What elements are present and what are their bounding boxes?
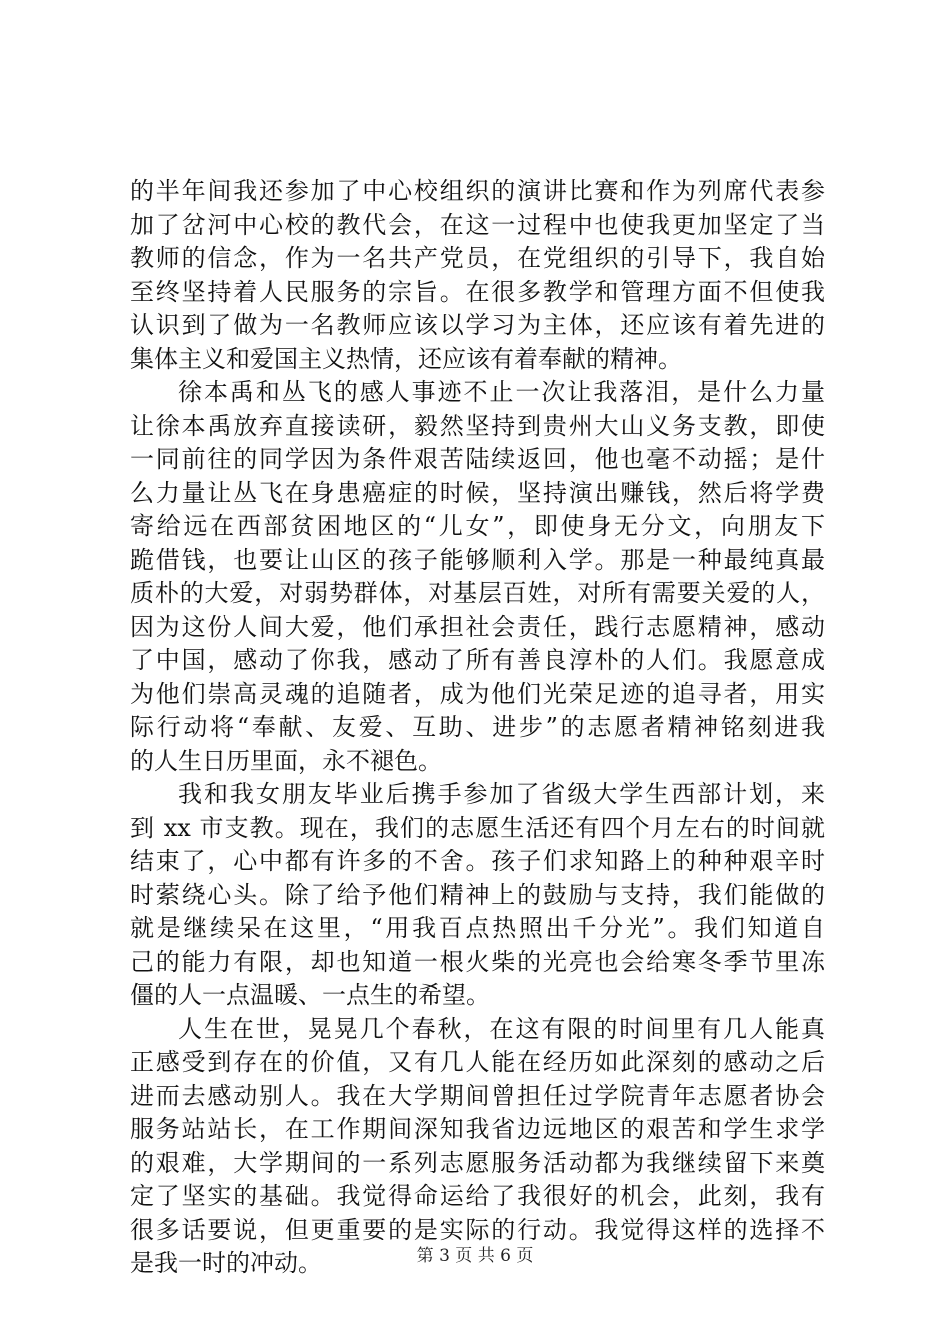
text-line: 因为这份人间大爱，他们承担社会责任，践行志愿精神，感动: [130, 612, 825, 641]
text-line: 集体主义和爱国主义热情，还应该有着奉献的精神。: [130, 344, 682, 373]
text-line: 至终坚持着人民服务的宗旨。在很多教学和管理方面不但使我: [130, 277, 825, 306]
text-line: 的艰难，大学期间的一系列志愿服务活动都为我继续留下来奠: [130, 1148, 825, 1177]
text-line: 进而去感动别人。我在大学期间曾担任过学院青年志愿者协会: [130, 1081, 825, 1110]
text-line: 徐本禹和丛飞的感人事迹不止一次让我落泪，是什么力量: [178, 378, 825, 406]
text-line: 的半年间我还参加了中心校组织的演讲比赛和作为列席代表参: [130, 177, 825, 205]
text-line: 跪借钱，也要让山区的孩子能够顺利入学。那是一种最纯真最: [130, 545, 825, 574]
paragraph: [130, 376, 825, 778]
text-line: 认识到了做为一名教师应该以学习为主体，还应该有着先进的: [130, 311, 825, 339]
text-line: 质朴的大爱，对弱势群体，对基层百姓，对所有需要关爱的人，: [130, 579, 825, 607]
paragraph: [130, 175, 825, 376]
text-line: 服务站站长，在工作期间深知我省边远地区的艰苦和学生求学: [130, 1115, 825, 1143]
text-line: 的人生日历里面，永不褪色。: [130, 746, 442, 775]
text-line: 定了坚实的基础。我觉得命运给了我很好的机会，此刻，我有: [130, 1182, 825, 1210]
text-line: 了中国，感动了你我，感动了所有善良淳朴的人们。我愿意成: [130, 646, 825, 674]
text-line: 我和我女朋友毕业后携手参加了省级大学生西部计划，来: [178, 780, 825, 808]
text-line: 很多话要说，但更重要的是实际的行动。我觉得这样的选择不: [130, 1215, 825, 1244]
text-line: 际行动将“奉献、友爱、互助、进步”的志愿者精神铭刻进我: [130, 713, 825, 741]
text-line: 时萦绕心头。除了给予他们精神上的鼓励与支持，我们能做的: [130, 880, 825, 909]
text-line: 为他们崇高灵魂的追随者，成为他们光荣足迹的追寻者，用实: [130, 679, 825, 708]
text-line: 是我一时的冲动。: [130, 1249, 322, 1277]
document-body: [130, 175, 825, 1281]
text-line: 人生在世，晃晃几个春秋，在这有限的时间里有几人能真: [178, 1014, 825, 1043]
text-line: 让徐本禹放弃直接读研，毅然坚持到贵州大山义务支教，即使: [130, 411, 825, 440]
text-line: 到 xx 市支教。现在，我们的志愿生活还有四个月左右的时间就: [130, 813, 825, 842]
page-number-footer: 第 3 页 共 6 页: [416, 1246, 534, 1266]
text-line: 寄给远在西部贫困地区的“儿女”，即使身无分文，向朋友下: [130, 512, 825, 540]
text-line: 正感受到存在的价值，又有几人能在经历如此深刻的感动之后: [130, 1048, 825, 1076]
text-line: 教师的信念，作为一名共产党员，在党组织的引导下，我自始: [130, 244, 825, 272]
text-line: 就是继续呆在这里，“用我百点热照出千分光”。我们知道自: [130, 914, 825, 942]
text-line: 加了岔河中心校的教代会，在这一过程中也使我更加坚定了当: [130, 210, 825, 239]
text-line: 己的能力有限，却也知道一根火柴的光亮也会给寒冬季节里冻: [130, 947, 825, 976]
text-line: 僵的人一点温暖、一点生的希望。: [130, 981, 490, 1009]
text-line: 么力量让丛飞在身患癌症的时候，坚持演出赚钱，然后将学费: [130, 478, 825, 507]
text-line: 结束了，心中都有许多的不舍。孩子们求知路上的种种艰辛时: [130, 847, 825, 875]
paragraph: [130, 778, 825, 1013]
text-line: 一同前往的同学因为条件艰苦陆续返回，他也毫不动摇；是什: [130, 445, 825, 473]
